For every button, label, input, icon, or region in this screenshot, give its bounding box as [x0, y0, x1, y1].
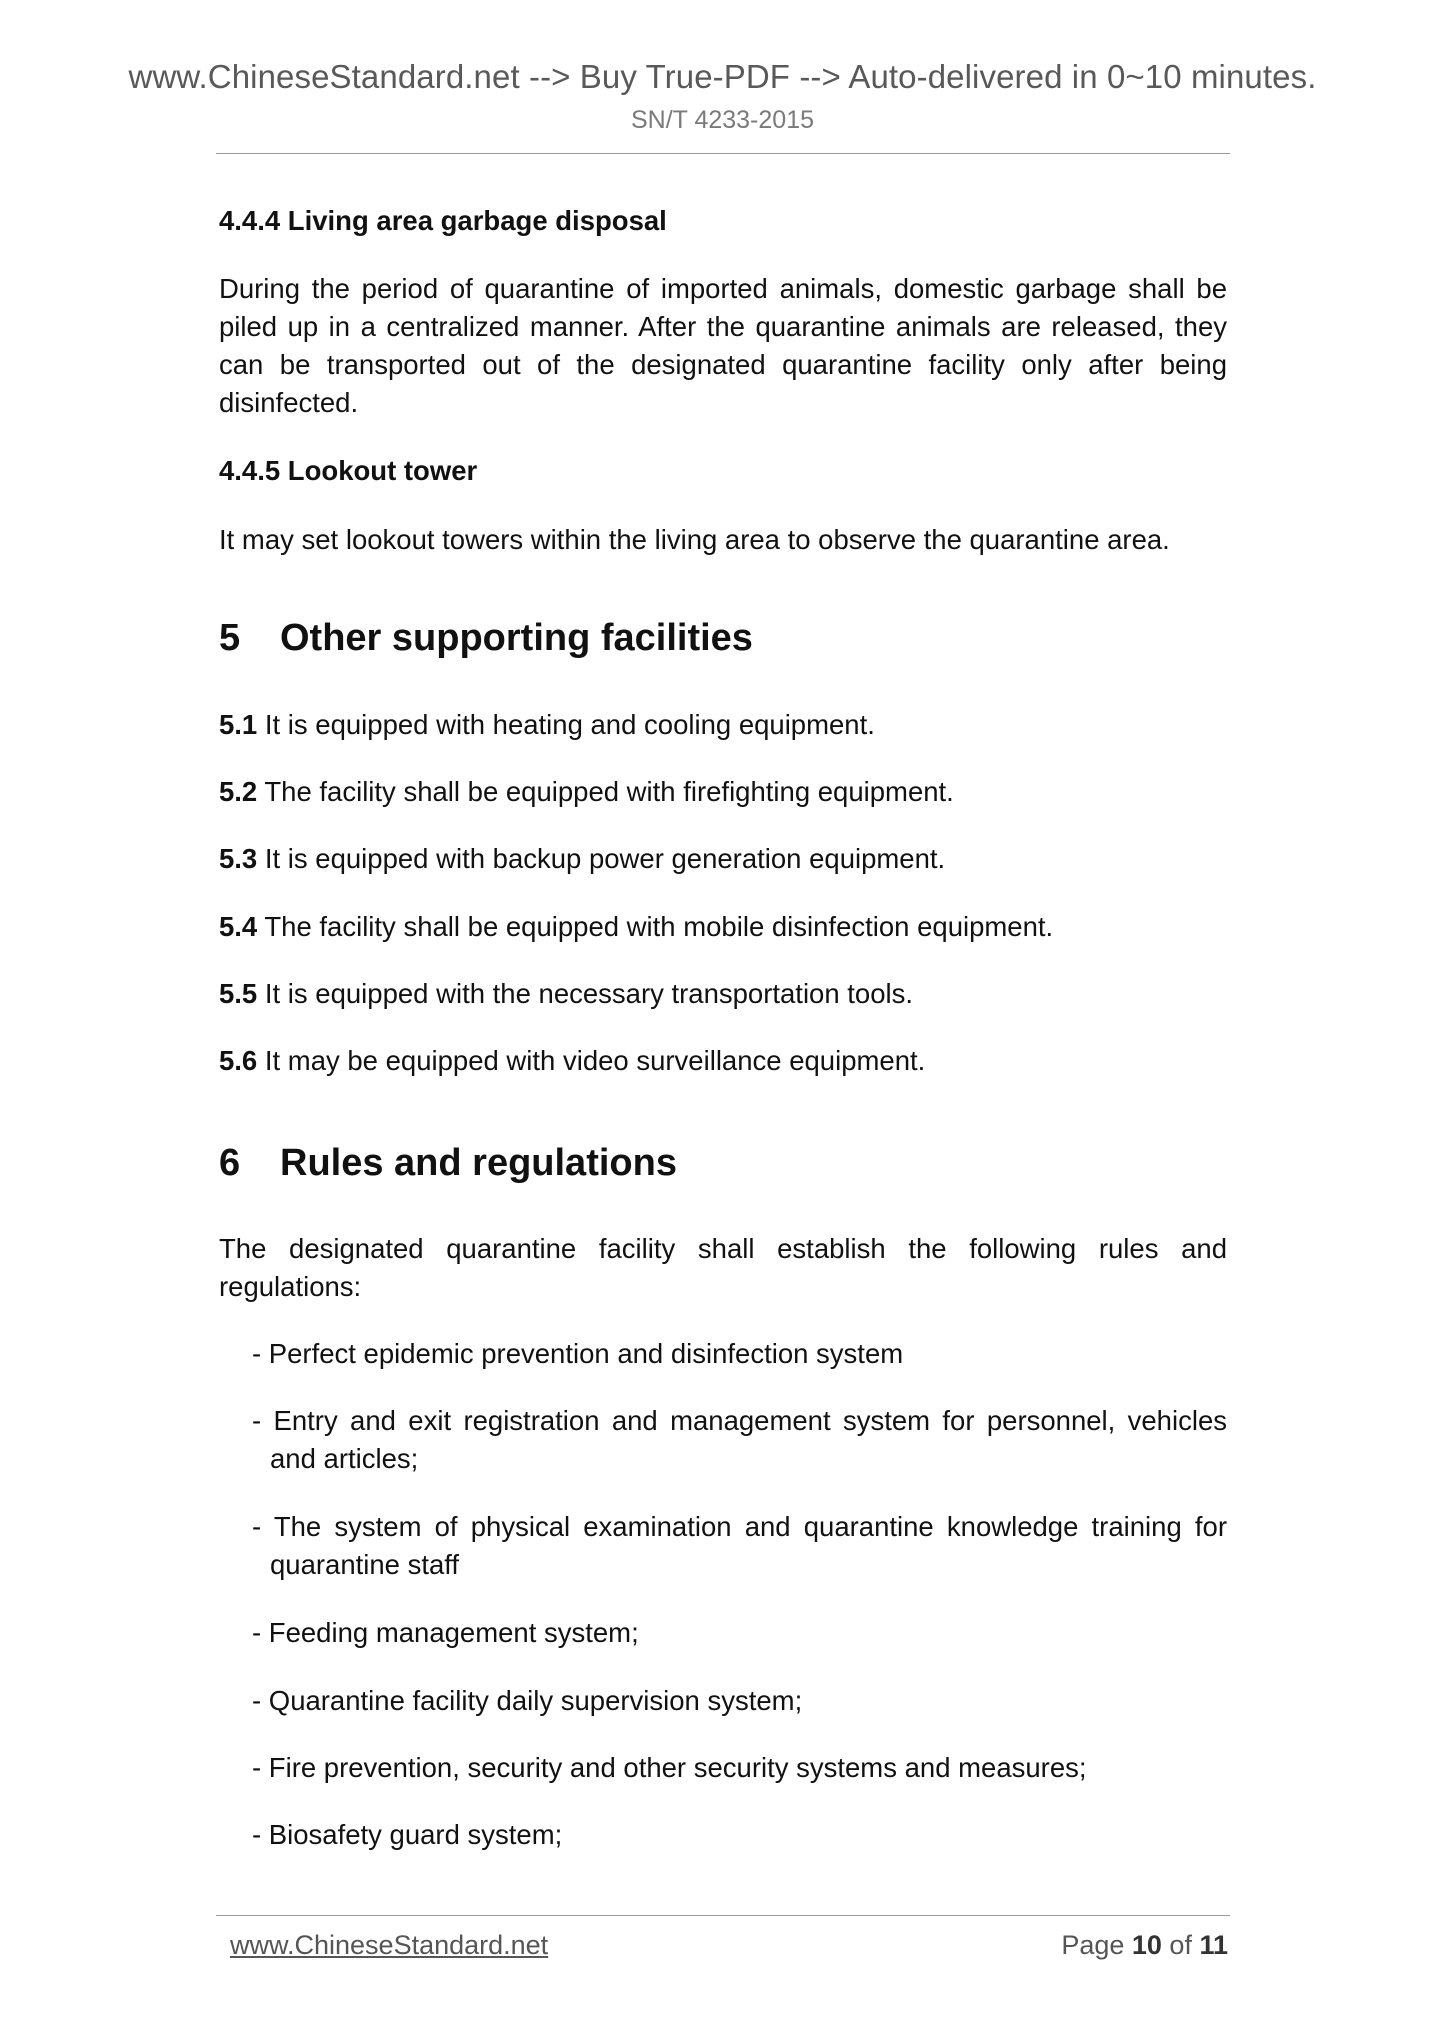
clause-5-2 — [219, 773, 1227, 811]
list-item: - Biosafety guard system; — [252, 1819, 563, 1850]
footer-divider — [216, 1915, 1230, 1916]
clause-number: 5.1 — [219, 709, 258, 740]
clause-5-1 — [219, 706, 1227, 744]
clause-text: The facility shall be equipped with firefighting equipment. — [257, 776, 954, 807]
clause-number: 5.2 — [219, 776, 258, 807]
section-number: 6 — [219, 1142, 241, 1184]
header-banner: www.ChineseStandard.net --> Buy True-PDF --> Auto-delivered in 0~10 minutes. — [128, 58, 1317, 95]
clause-5-3 — [219, 840, 1227, 878]
document-id: SN/T 4233-2015 — [631, 106, 814, 134]
clause-text: It may be equipped with video surveillance equipment. — [257, 1045, 926, 1076]
page-current: 10 — [1131, 1930, 1162, 1960]
list-item: - Quarantine facility daily supervision system; — [252, 1685, 803, 1716]
section-title: Rules and regulations — [280, 1142, 677, 1184]
clause-number: 5.4 — [219, 911, 258, 942]
list-item: - Entry and exit registration and management system for personnel, vehicles and articles; — [252, 1405, 1227, 1474]
clause-text: It is equipped with heating and cooling equipment. — [257, 709, 875, 740]
paragraph-rules-intro: The designated quarantine facility shall establish the following rules and regulations: — [219, 1233, 1227, 1302]
header-divider — [216, 153, 1230, 154]
section-title: Other supporting facilities — [280, 617, 753, 659]
clause-number: 5.3 — [219, 843, 258, 874]
section-number: 5 — [219, 617, 241, 659]
page-of: of — [1161, 1930, 1200, 1960]
clause-5-4 — [219, 908, 1227, 946]
footer-website-link[interactable]: www.ChineseStandard.net — [230, 1930, 549, 1960]
list-item: - Fire prevention, security and other security systems and measures; — [252, 1752, 1087, 1783]
paragraph-lookout-tower: It may set lookout towers within the living area to observe the quarantine area. — [219, 524, 1170, 555]
section-heading-6 — [219, 1140, 677, 1186]
list-item: - Perfect epidemic prevention and disinfection system — [252, 1338, 904, 1369]
clause-text: The facility shall be equipped with mobile disinfection equipment. — [257, 911, 1054, 942]
page-number — [1061, 1930, 1228, 1961]
clause-number: 5.6 — [219, 1045, 258, 1076]
list-item: - Feeding management system; — [252, 1617, 639, 1648]
clause-text: It is equipped with the necessary transportation tools. — [257, 978, 914, 1009]
subsection-heading-4-4-4: 4.4.4 Living area garbage disposal — [219, 205, 667, 236]
clause-5-5 — [219, 975, 1227, 1013]
clause-number: 5.5 — [219, 978, 258, 1009]
subsection-heading-4-4-5: 4.4.5 Lookout tower — [219, 455, 478, 486]
clause-text: It is equipped with backup power generation equipment. — [257, 843, 946, 874]
paragraph-garbage-disposal: During the period of quarantine of imported animals, domestic garbage shall be piled up in a centralized manner. After the quarantine animals are released, they can be transported out of the designated quarantine facility only after being disinfected. — [219, 273, 1227, 418]
page-total: 11 — [1199, 1930, 1228, 1960]
section-heading-5 — [219, 615, 753, 661]
clause-5-6 — [219, 1042, 1227, 1080]
list-item: - The system of physical examination and quarantine knowledge training for quarantine staff — [252, 1511, 1227, 1580]
page-label: Page — [1061, 1930, 1132, 1960]
